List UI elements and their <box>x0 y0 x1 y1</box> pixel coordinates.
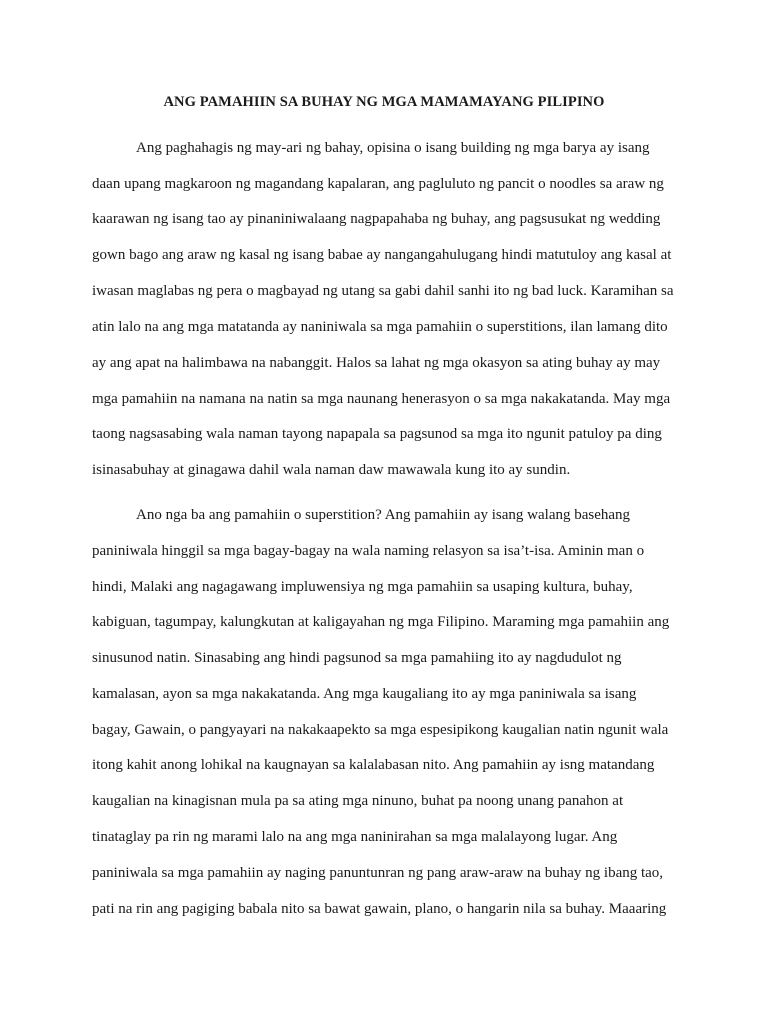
paragraph-1-line-7: ay ang apat na halimbawa na nabanggit. Halos sa lahat ng mga okasyon sa ating buhay ay may <box>92 355 661 371</box>
paragraph-1-line-4: gown bago ang araw ng kasal ng isang babae ay nangangahulugang hindi matutuloy ang kasal at <box>92 247 672 263</box>
paragraph-2-line-11: paniniwala sa mga pamahiin ay naging panuntunran ng pang araw-araw na buhay ng ibang tao, <box>92 865 664 881</box>
paragraph-1-line-2: daan upang magkaroon ng magandang kapalaran, ang pagluluto ng pancit o noodles sa araw ng <box>92 176 664 192</box>
paragraph-2-line-3: hindi, Malaki ang nagagawang impluwensiya ng mga pamahiin sa usaping kultura, buhay, <box>92 579 633 595</box>
paragraph-2-line-7: bagay, Gawain, o pangyayari na nakakaapekto sa mga espesipikong kaugalian natin ngunit wala <box>92 722 669 738</box>
paragraph-1-line-9: taong nagsasabing wala naman tayong napapala sa pagsunod sa mga ito ngunit patuloy pa ding <box>92 426 662 442</box>
paragraph-1-line-3: kaarawan ng isang tao ay pinaniniwalaang nagpapahaba ng buhay, ang pagsusukat ng wedding <box>92 211 661 227</box>
paragraph-2-line-1: Ano nga ba ang pamahiin o superstition? Ang pamahiin ay isang walang basehang <box>136 507 631 523</box>
paragraph-2-line-12: pati na rin ang pagiging babala nito sa bawat gawain, plano, o hangarin nila sa buhay. Maaaring <box>92 901 667 917</box>
paragraph-1-line-8: mga pamahiin na namana na natin sa mga naunang henerasyon o sa mga nakakatanda. May mga <box>92 391 671 407</box>
paragraph-2-line-9: kaugalian na kinagisnan mula pa sa ating mga ninuno, buhat pa noong unang panahon at <box>92 793 624 809</box>
paragraph-2-line-10: tinataglay pa rin ng marami lalo na ang mga naninirahan sa mga malalayong lugar. Ang <box>92 829 618 845</box>
paragraph-2-line-8: itong kahit anong lohikal na kaugnayan sa kalalabasan nito. Ang pamahiin ay isng matandang <box>92 757 655 773</box>
paragraph-1-line-6: atin lalo na ang mga matatanda ay naniniwala sa mga pamahiin o superstitions, ilan lamang dito <box>92 319 668 335</box>
paragraph-1-line-5: iwasan maglabas ng pera o magbayad ng utang sa gabi dahil sanhi ito ng bad luck. Karamihan sa <box>92 283 674 299</box>
paragraph-1-line-1: Ang paghahagis ng may-ari ng bahay, opisina o isang building ng mga barya ay isang <box>136 140 650 156</box>
paragraph-2-line-2: paniniwala hinggil sa mga bagay-bagay na wala naming relasyon sa isa’t-isa. Aminin man o <box>92 543 645 559</box>
paragraph-2-line-6: kamalasan, ayon sa mga nakakatanda. Ang mga kaugaliang ito ay mga paniniwala sa isang <box>92 686 637 702</box>
paragraph-2-line-5: sinusunod natin. Sinasabing ang hindi pagsunod sa mga pamahiing ito ay nagdudulot ng <box>92 650 622 666</box>
paragraph-1-line-10: isinasabuhay at ginagawa dahil wala naman daw mawawala kung ito ay sundin. <box>92 462 571 478</box>
paragraph-2-line-4: kabiguan, tagumpay, kalungkutan at kaligayahan ng mga Filipino. Maraming mga pamahiin ang <box>92 614 670 630</box>
document-title: ANG PAMAHIIN SA BUHAY NG MGA MAMAMAYANG PILIPINO <box>163 94 605 110</box>
